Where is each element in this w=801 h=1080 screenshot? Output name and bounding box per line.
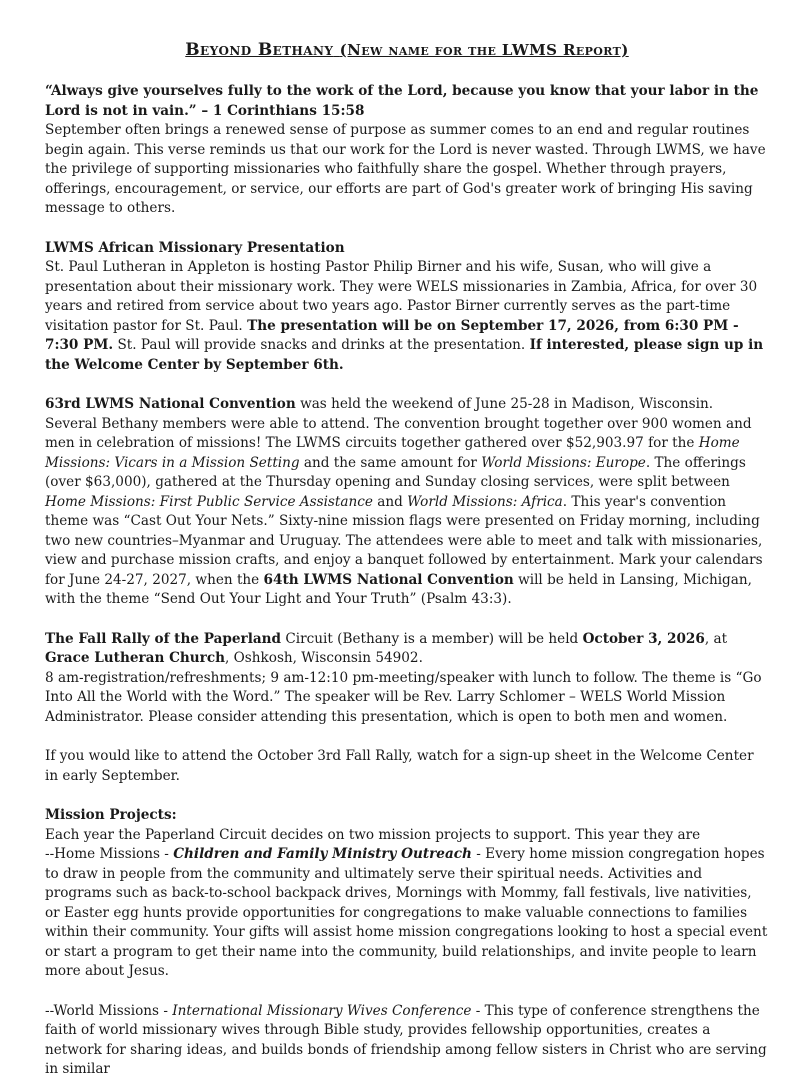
world-missions-section: [45, 1002, 769, 1080]
convention-text: was held the weekend of June 25-28 in Madison, Wisconsin. Several Bethany members were able to attend. The convention brought together over 900 women and men in celebration of missions! The LWMS circuits together gathered over $52,903.97 for the: [45, 396, 752, 451]
convention-italic-text: World Missions: Africa: [407, 493, 563, 510]
fall-rally-section: [45, 630, 769, 728]
fall-rally-schedule: 8 am-registration/refreshments; 9 am-12:10 pm-meeting/speaker with lunch to follow. The theme is “Go Into All the World with the Word.” The speaker will be Rev. Larry Schlomer – WELS World Mission Administrator. Please consider attending this presentation, which is open to both men and women.: [45, 669, 762, 725]
page-title-subtitle: (New name for the LWMS Report): [339, 41, 629, 59]
convention-text: and: [372, 493, 408, 510]
convention-italic-text: Home Missions: Vicars in a Mission Setting: [45, 435, 740, 471]
fall-rally-paragraph: [45, 630, 769, 669]
page-title-main: Beyond Bethany: [185, 40, 334, 60]
home-missions-title: Children and Family Ministry Outreach: [173, 846, 472, 862]
convention-text: . This year's convention theme was “Cast Out Your Nets.” Sixty-nine mission flags were presented on Friday morning, including two new countries–Myanmar and Uruguay. The attendees were able to meet and talk with missionaries, view and purchase mission crafts, and enjoy a banquet followed by entertainment. Mark your calendars for June 24-27, 2027, when the: [45, 493, 763, 588]
convention-text: and the same amount for: [299, 454, 482, 471]
next-convention-name: 64th LWMS National Convention: [263, 571, 514, 588]
african-presentation-paragraph: [45, 258, 769, 375]
fall-rally-text: , at: [704, 630, 728, 647]
african-presentation-section: [45, 239, 769, 376]
convention-italic-text: Home Missions: First Public Service Assistance: [45, 493, 373, 510]
mission-projects-intro: Each year the Paperland Circuit decides on two mission projects to support. This year they are: [45, 826, 701, 843]
national-convention-section: [45, 395, 769, 610]
african-presentation-heading: LWMS African Missionary Presentation: [45, 239, 345, 256]
fall-rally-date: October 3, 2026: [582, 630, 705, 647]
national-convention-heading: 63rd LWMS National Convention: [45, 396, 296, 412]
mission-projects-section: [45, 806, 769, 982]
fall-rally-heading: The Fall Rally of the Paperland: [45, 630, 282, 647]
fall-rally-signup-paragraph: If you would like to attend the October 3rd Fall Rally, watch for a sign-up sheet in the Welcome Center in early September.: [45, 748, 754, 784]
mission-projects-heading: Mission Projects:: [45, 807, 177, 823]
signup-deadline: If interested, please sign up in the Welcome Center by September 6th.: [45, 337, 764, 373]
home-missions-text: - Every home mission congregation hopes to draw in people from the community and ultimately serve their spiritual needs. Activities and programs such as back-to-school backpack drives, Mornings with Mommy, fall festivals, live nativities, or Easter egg hunts provide opportunities for congregations to make valuable connections to families within their community. Your gifts will assist home mission congregations looking to host a special event or start a program to get their name into the community, build relationships, and invite people to learn more about Jesus.: [45, 846, 768, 979]
fall-rally-text: , Oshkosh, Wisconsin 54902.: [225, 650, 423, 666]
intro-section: [45, 82, 769, 219]
scripture-quote: “Always give yourselves fully to the work of the Lord, because you know that your labor in the Lord is not in vain.” – 1 Corinthians 15:58: [45, 83, 759, 119]
intro-paragraph: September often brings a renewed sense of purpose as summer comes to an end and regular routines begin again. This verse reminds us that our work for the Lord is never wasted. Through LWMS, we have the privilege of supporting missionaries who faithfully share the gospel. Whether through prayers, offerings, encouragement, or service, our efforts are part of God's greater work of bringing His saving message to others.: [45, 122, 766, 216]
snacks-text: St. Paul will provide snacks and drinks at the presentation.: [113, 337, 526, 353]
home-missions-project: [45, 845, 769, 982]
presentation-date: The presentation will be on September 17, 2026, from 6:30 PM - 7:30 PM.: [45, 317, 739, 353]
page-title: [45, 40, 769, 60]
convention-italic-text: World Missions: Europe: [481, 454, 646, 471]
african-presentation-text: St. Paul Lutheran in Appleton is hosting Pastor Philip Birner and his wife, Susan, who will give a presentation about their missionary work. They were WELS missionaries in Zambia, Africa, for over 30 years and retired from service about two years ago. Pastor Birner currently serves as the part-time visitation pastor for St. Paul.: [45, 259, 758, 334]
home-missions-label: --Home Missions -: [45, 846, 174, 862]
fall-rally-text: Circuit (Bethany is a member) will be held: [281, 630, 583, 647]
convention-text: . The offerings (over $63,000), gathered at the Thursday opening and Sunday closing services, were split between: [45, 454, 746, 490]
world-missions-project: [45, 1002, 769, 1080]
convention-text: will be held in Lansing, Michigan, with the theme “Send Out Your Light and Your Truth” (Psalm 43:3).: [45, 571, 752, 607]
fall-rally-signup-section: [45, 747, 769, 786]
fall-rally-location: Grace Lutheran Church: [45, 650, 225, 666]
national-convention-paragraph: [45, 395, 769, 610]
world-missions-title: International Missionary Wives Conference: [172, 1002, 472, 1019]
world-missions-text: - This type of conference strengthens the faith of world missionary wives through Bible study, provides fellowship opportunities, creates a network for sharing ideas, and builds bonds of friendship among fellow sisters in Christ who are serving in similar: [45, 1002, 767, 1077]
world-missions-label: --World Missions -: [45, 1002, 173, 1019]
